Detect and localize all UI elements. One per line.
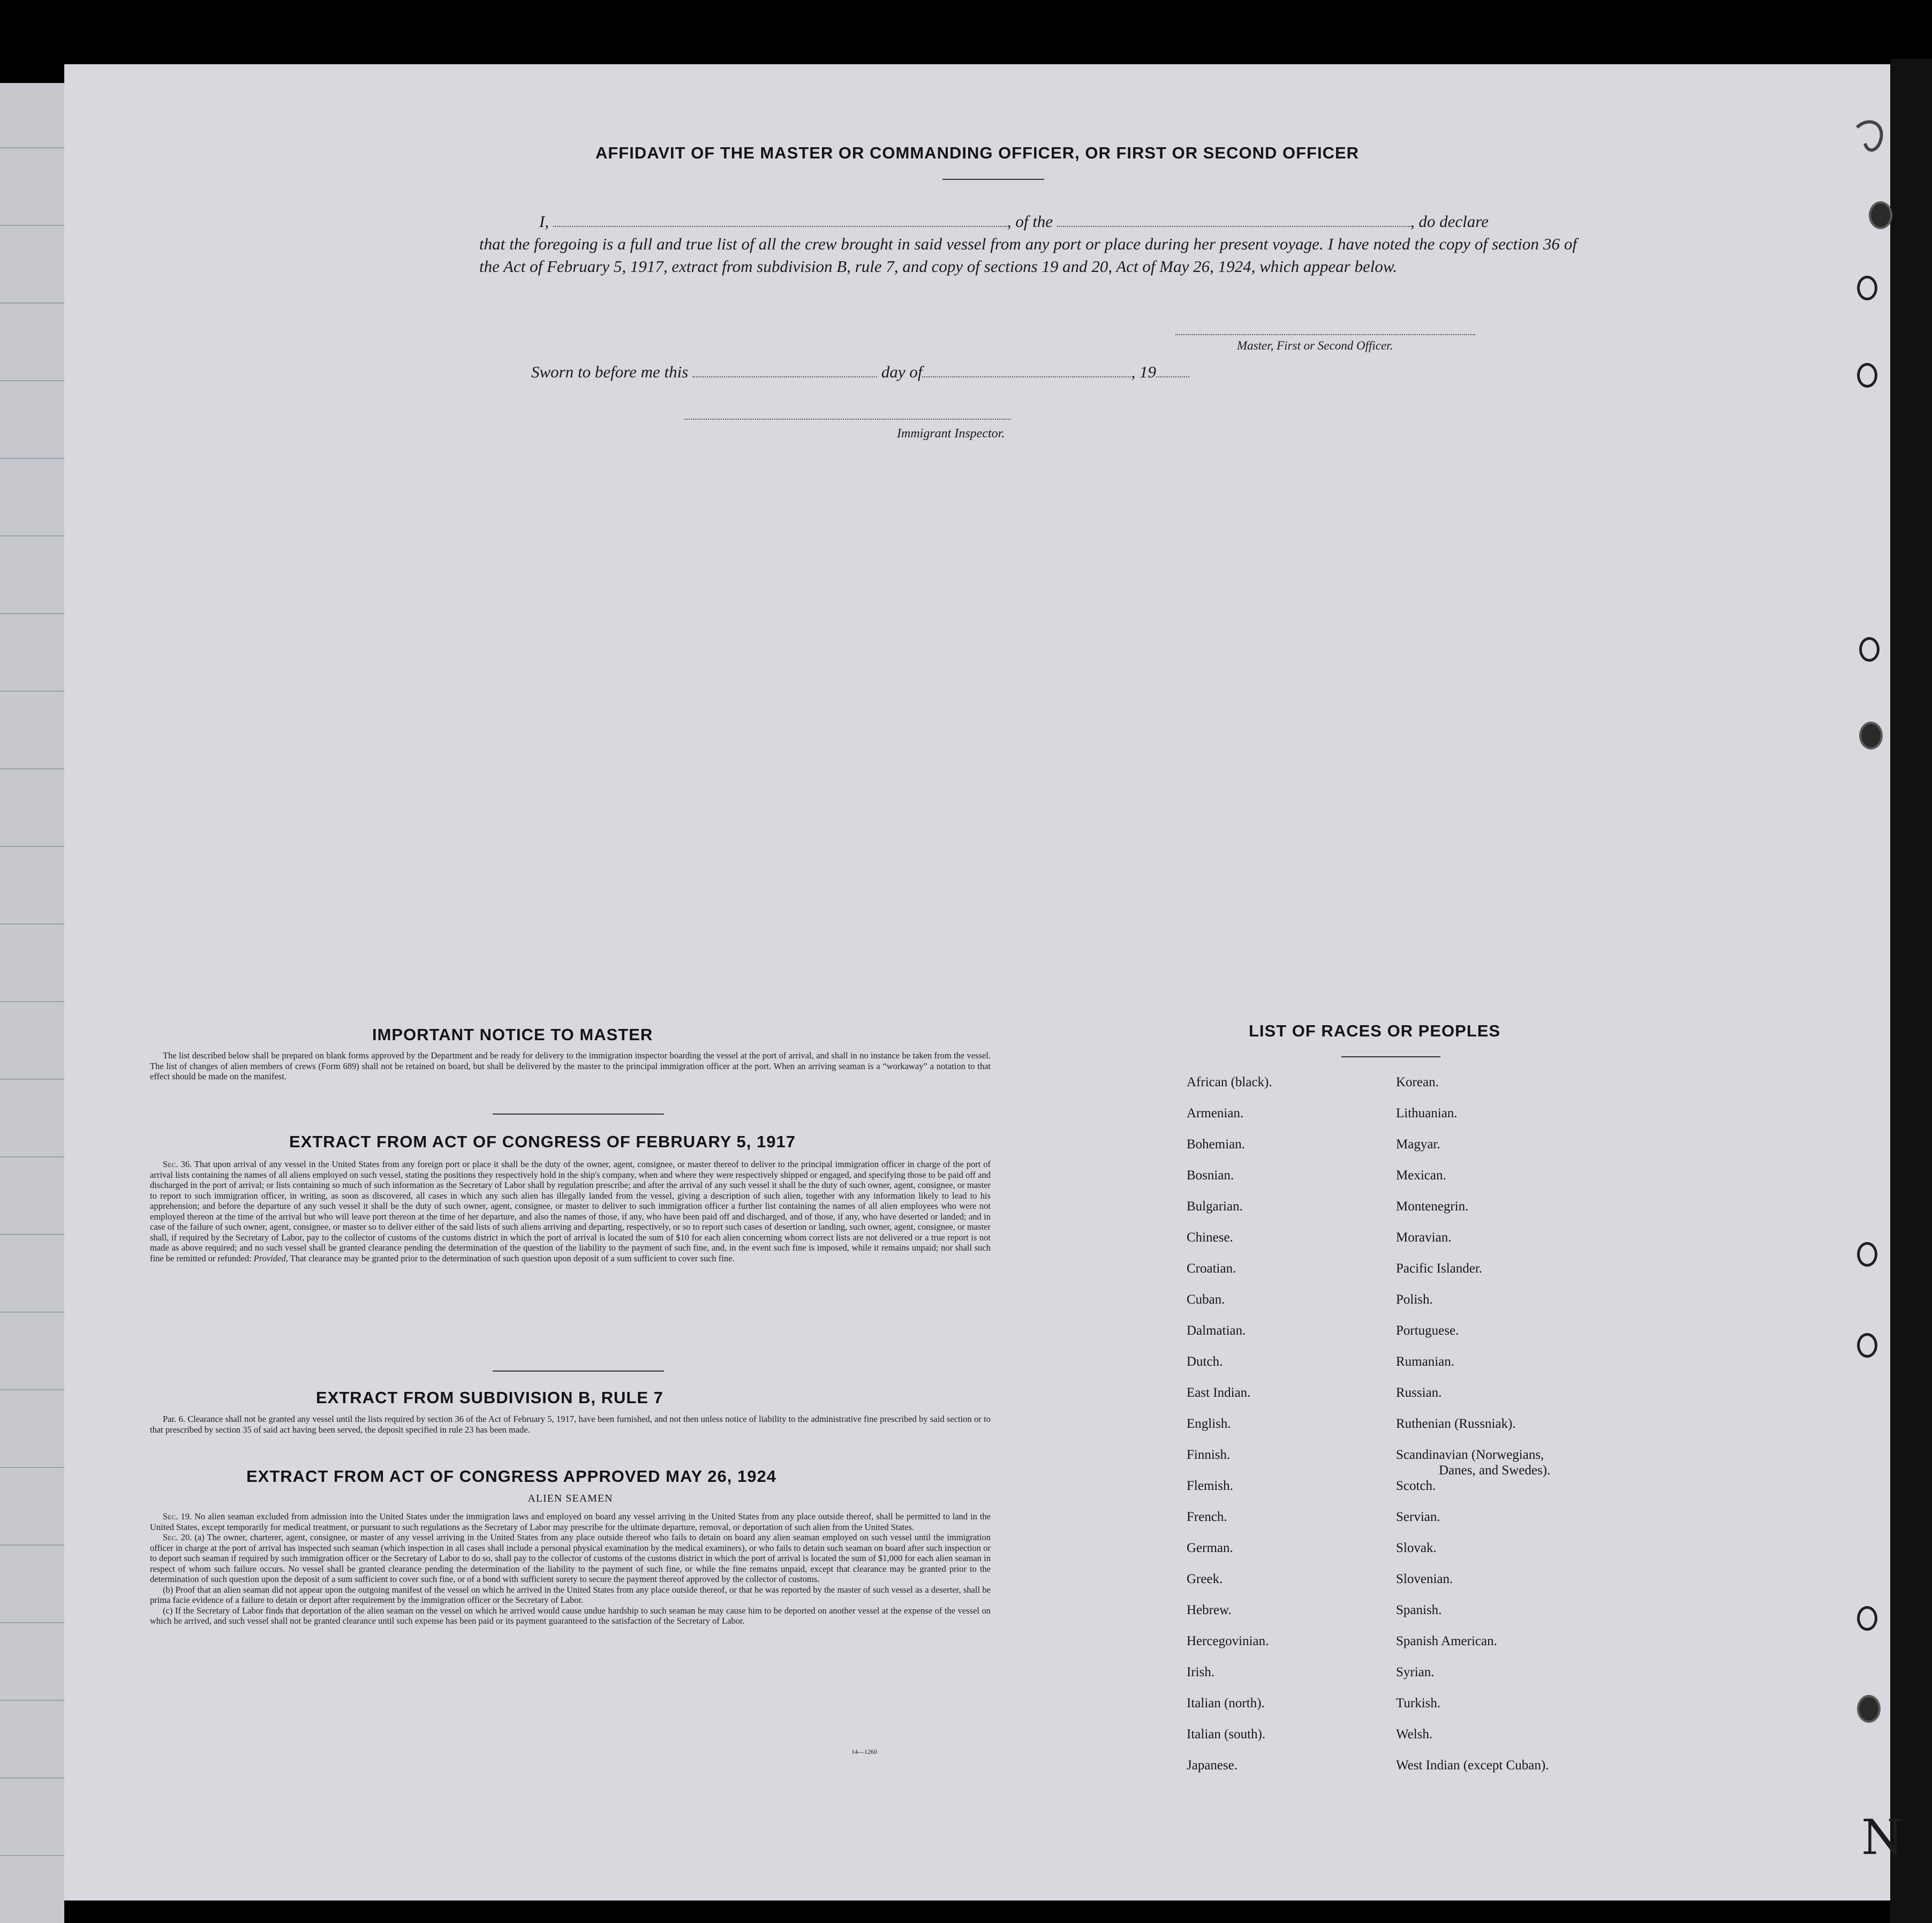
race-item: African (black).	[1187, 1075, 1272, 1089]
section-divider	[493, 1371, 664, 1372]
affidavit-body: that the foregoing is a full and true list of all the crew brought in said vessel from any port or place during her present voyage. I have noted the copy of section 36 of the Act of February 5, 1917, extract from subdivision B, rule 7, and copy of sections 19 and 20, Act of May 26, 1924, which appear below.	[479, 234, 1577, 276]
sheet-rule	[0, 1467, 64, 1468]
declaration-do-declare: , do declare	[1410, 212, 1489, 231]
affidavit-title: AFFIDAVIT OF THE MASTER OR COMMANDING OFFICER, OR FIRST OR SECOND OFFICER	[595, 143, 1360, 162]
rule7-title: EXTRACT FROM SUBDIVISION B, RULE 7	[316, 1388, 663, 1407]
declaration-line	[479, 210, 1577, 233]
notice-body	[150, 1050, 991, 1082]
sec19-paragraph	[150, 1511, 991, 1532]
rule7-paragraph: Par. 6. Clearance shall not be granted any vessel until the lists required by section 36 of the Act of February 5, 1917, have been furnished, and not then unless notice of liability to the administrative fine prescribed by said section or to that prescribed by section 35 of said act having been served, the deposit specified in rule 23 has been made.	[150, 1414, 991, 1435]
race-item: Hercegovinian.	[1187, 1634, 1269, 1648]
race-item: Danes, and Swedes).	[1439, 1463, 1551, 1478]
race-item: Spanish.	[1396, 1603, 1442, 1617]
year-prefix: , 19	[1131, 362, 1156, 381]
binder-hole	[1857, 276, 1877, 300]
sec20b-paragraph: (b) Proof that an alien seaman did not appear upon the outgoing manifest of the vessel on which he arrived in the United States from any place outside thereof, or that he was reported by the master of such vessel as a deserter, shall be prima facie evidence of a failure to detain or deport after requirement by the immigration officer or the Secretary of Labor.	[150, 1584, 991, 1605]
race-item: Finnish.	[1187, 1448, 1231, 1462]
race-item: Ruthenian (Russniak).	[1396, 1417, 1516, 1431]
corner-letter: N	[1861, 1810, 1904, 1866]
race-item: Hebrew.	[1187, 1603, 1232, 1617]
races-right-column	[1396, 1067, 1550, 1781]
race-item: Lithuanian.	[1396, 1106, 1458, 1121]
race-item: Scotch.	[1396, 1479, 1436, 1493]
race-item: East Indian.	[1187, 1386, 1251, 1400]
name-blank[interactable]	[553, 226, 1007, 227]
binder-hole	[1857, 1333, 1877, 1358]
race-item: Greek.	[1187, 1572, 1223, 1586]
title-divider	[1341, 1056, 1440, 1057]
notice-title: IMPORTANT NOTICE TO MASTER	[372, 1025, 653, 1044]
race-item: Syrian.	[1396, 1665, 1435, 1679]
binder-hole	[1861, 724, 1881, 747]
race-item: Spanish American.	[1396, 1634, 1497, 1648]
declaration-i: I,	[539, 212, 549, 231]
race-item: Polish.	[1396, 1292, 1433, 1307]
declaration-of-the: , of the	[1007, 212, 1053, 231]
sheet-rule	[0, 1312, 64, 1313]
sheet-rule	[0, 458, 64, 459]
race-item: Russian.	[1396, 1386, 1442, 1400]
document-page	[64, 64, 1904, 1901]
master-signature-caption: Master, First or Second Officer.	[1237, 339, 1393, 352]
sheet-rule	[0, 1855, 64, 1856]
race-item: Armenian.	[1187, 1106, 1244, 1121]
act1924-body	[150, 1511, 991, 1626]
race-item: Flemish.	[1187, 1479, 1233, 1493]
sheet-rule	[0, 1777, 64, 1778]
race-item: Pacific Islander.	[1396, 1261, 1483, 1276]
race-item: Rumanian.	[1396, 1354, 1455, 1369]
race-item: Mexican.	[1396, 1168, 1446, 1183]
rule7-body	[150, 1414, 991, 1435]
race-item: Moravian.	[1396, 1230, 1452, 1245]
races-left-column	[1187, 1067, 1272, 1781]
binder-hole	[1857, 363, 1877, 388]
race-item: Magyar.	[1396, 1137, 1440, 1152]
sheet-rule	[0, 1234, 64, 1235]
race-item: Montenegrin.	[1396, 1199, 1469, 1214]
races-title: LIST OF RACES OR PEOPLES	[1249, 1021, 1501, 1040]
sheet-rule	[0, 923, 64, 925]
race-item: Irish.	[1187, 1665, 1215, 1679]
year-blank[interactable]	[1156, 376, 1189, 377]
race-item: Korean.	[1396, 1075, 1439, 1089]
sheet-rule	[0, 846, 64, 847]
provided-word: Provided,	[253, 1253, 288, 1263]
month-blank[interactable]	[922, 376, 1131, 377]
day-of-text: day of	[881, 362, 923, 381]
act1917-title: EXTRACT FROM ACT OF CONGRESS OF FEBRUARY 5, 1917	[289, 1132, 796, 1151]
sheet-rule	[0, 613, 64, 614]
race-item: Croatian.	[1187, 1261, 1236, 1276]
sec36-text-end: That clearance may be granted prior to the determination of such question upon deposit of a sum sufficient to cover such fine.	[290, 1253, 735, 1263]
race-item: West Indian (except Cuban).	[1396, 1758, 1549, 1773]
race-item: Dutch.	[1187, 1354, 1223, 1369]
binder-hole	[1871, 203, 1890, 227]
race-item: Chinese.	[1187, 1230, 1233, 1245]
sec20-label: Sec. 20.	[163, 1532, 192, 1542]
race-item: English.	[1187, 1417, 1231, 1431]
sheet-rule	[0, 1389, 64, 1390]
sec20c-paragraph: (c) If the Secretary of Labor finds that deportation of the alien seaman on the vessel on which he arrived would cause undue hardship to such seaman he may cause him to be deported on another vessel at the expense of the vessel on which he arrived, and such vessel shall not be granted clearance until such expense has been paid or its payment guaranteed to the satisfaction of the Secretary of Labor.	[150, 1605, 991, 1626]
sheet-rule	[0, 768, 64, 769]
race-item: French.	[1187, 1510, 1227, 1524]
sheet-rule	[0, 302, 64, 304]
sworn-line	[531, 362, 1189, 382]
sheet-rule	[0, 1079, 64, 1080]
binder-hole	[1857, 1606, 1877, 1631]
sworn-text: Sworn to before me this	[531, 362, 689, 381]
sec20a-paragraph	[150, 1532, 991, 1585]
binder-hole	[1859, 1697, 1878, 1721]
section-divider	[493, 1114, 664, 1115]
sheet-rule	[0, 1156, 64, 1157]
day-blank[interactable]	[692, 376, 877, 377]
sec19-label: Sec. 19.	[163, 1511, 192, 1521]
alien-seamen-subtitle: ALIEN SEAMEN	[527, 1493, 613, 1504]
sheet-rule	[0, 380, 64, 381]
sheet-rule	[0, 1622, 64, 1623]
race-item: Japanese.	[1187, 1758, 1238, 1773]
underlying-sheet	[0, 83, 64, 1923]
affidavit-declaration	[479, 210, 1577, 278]
sec20a-text: (a) The owner, charterer, agent, consignee, or master of any vessel arriving in the United States from any place outside thereof who fails to detain on board any alien seaman employed on such vessel until the immigration officer in charge at the port of arrival has inspected such seaman (which inspection in all cases shall include a personal physical examination by the medical examiners), or who fails to detain such seaman on board after such inspection or to deport such seaman if required by such immigration officer or the Secretary of Labor to do so, shall pay to the collector of customs of the customs district in which the port of arrival is located the sum of $1,000 for each alien seaman in respect of whom such failure occurs. No vessel shall be granted clearance pending the determination of the liability to the payment of such fine, or while the fine remains unpaid, except that clearance may be granted prior to the determination of such question upon the deposit of a sum sufficient to cover such fine, or of a bond with sufficient surety to secure the payment thereof approved by the collector of customs.	[150, 1532, 991, 1584]
notice-paragraph: The list described below shall be prepared on blank forms approved by the Department and be ready for delivery to the immigration inspector boarding the vessel at the port of arrival, and shall in no instance be taken from the vessel. The list of changes of alien members of crews (Form 689) shall not be retained on board, but shall be delivered by the master to the principal immigration officer at the port. When an arriving seaman is a “workaway” a notation to that effect should be made on the manifest.	[150, 1050, 991, 1081]
title-divider	[942, 179, 1044, 180]
sheet-rule	[0, 535, 64, 536]
inspector-signature-line[interactable]	[684, 418, 1011, 420]
race-item: Servian.	[1396, 1510, 1440, 1524]
race-item: German.	[1187, 1541, 1233, 1555]
vessel-blank[interactable]	[1057, 226, 1410, 227]
race-item: Italian (south).	[1187, 1727, 1266, 1742]
race-item: Scandinavian (Norwegians,	[1396, 1448, 1544, 1462]
binder-hole	[1859, 637, 1880, 662]
sheet-rule	[0, 1545, 64, 1546]
act1924-title: EXTRACT FROM ACT OF CONGRESS APPROVED MAY 26, 1924	[246, 1467, 776, 1486]
race-item: Italian (north).	[1187, 1696, 1265, 1710]
sheet-rule	[0, 691, 64, 692]
sec19-text: No alien seaman excluded from admission into the United States under the immigration laws and employed on board any vessel arriving in the United States from any place outside thereof, shall be permitted to land in the United States, except temporarily for medical treatment, or pursuant to such regulations as the Secretary of Labor may prescribe for the ultimate departure, removal, or deportation of such alien from the United States.	[150, 1511, 991, 1532]
race-item: Bulgarian.	[1187, 1199, 1243, 1214]
sec36-text: That upon arrival of any vessel in the United States from any foreign port or place it shall be the duty of the owner, agent, consignee, or master thereof to deliver to the principal immigration officer in charge of the port of arrival lists containing the names of all aliens employed on such vessel, stating the positions they respectively hold in the ship's company, when and where they were respectively shipped or engaged, and specifying those to be paid off and discharged in the port of arrival; or lists containing so much of such information as the Secretary of Labor shall by regulation prescribe; and after the arrival of any such vessel it shall be the duty of such owner, agent, consignee, or master to report to such immigration officer, in writing, as soon as discovered, all cases in which any such alien has illegally landed from the vessel, giving a description of such alien, together with any information likely to lead to his apprehension; and before the departure of any such vessel it shall be the duty of such owner, agent, consignee, or master to deliver to such immigration officer a further list containing the names of all alien employees who were not employed thereon at the time of the arrival but who will leave port thereon at the time of her departure, and also the names of those, if any, who have been paid off and discharged, and of those, if any, who have deserted or landed; and in case of the failure of such owner, agent, consignee, or master so to deliver either of the said lists of such aliens arriving and departing, respectively, or so to report such cases of desertion or landing, such owner, agent, consignee, or master shall, if required by the Secretary of Labor, pay to the collector of customs of the customs district in which the port of arrival is located the sum of $10 for each alien concerning whom correct lists are not delivered or a true report is not made as above required; and no such vessel shall be granted clearance pending the determination of the question of the liability to the payment of such fine, and, in the event such fine is imposed, while it remains unpaid; nor shall such fine be remitted or refunded:	[150, 1159, 991, 1263]
race-item: Slovak.	[1396, 1541, 1437, 1555]
form-number: 14—1260	[851, 1748, 877, 1755]
race-item: Bohemian.	[1187, 1137, 1246, 1152]
race-item: Turkish.	[1396, 1696, 1441, 1710]
inspector-caption: Immigrant Inspector.	[897, 427, 1005, 441]
sheet-rule	[0, 225, 64, 226]
sheet-rule	[0, 1001, 64, 1002]
race-item: Portuguese.	[1396, 1323, 1459, 1338]
race-item: Welsh.	[1396, 1727, 1433, 1742]
sec36-paragraph	[150, 1159, 991, 1263]
scanner-edge	[1890, 59, 1932, 1923]
race-item: Slovenian.	[1396, 1572, 1453, 1586]
race-item: Bosnian.	[1187, 1168, 1234, 1183]
corner-scribble-icon	[1852, 117, 1900, 160]
master-signature-line[interactable]	[1175, 333, 1475, 335]
sec36-label: Sec. 36.	[163, 1159, 192, 1169]
race-item: Dalmatian.	[1187, 1323, 1246, 1338]
sheet-rule	[0, 147, 64, 148]
race-item: Cuban.	[1187, 1292, 1225, 1307]
corner-pencil-mark	[1852, 117, 1900, 168]
sheet-rule	[0, 1700, 64, 1701]
binder-hole	[1857, 1242, 1877, 1267]
act1917-body	[150, 1159, 991, 1263]
